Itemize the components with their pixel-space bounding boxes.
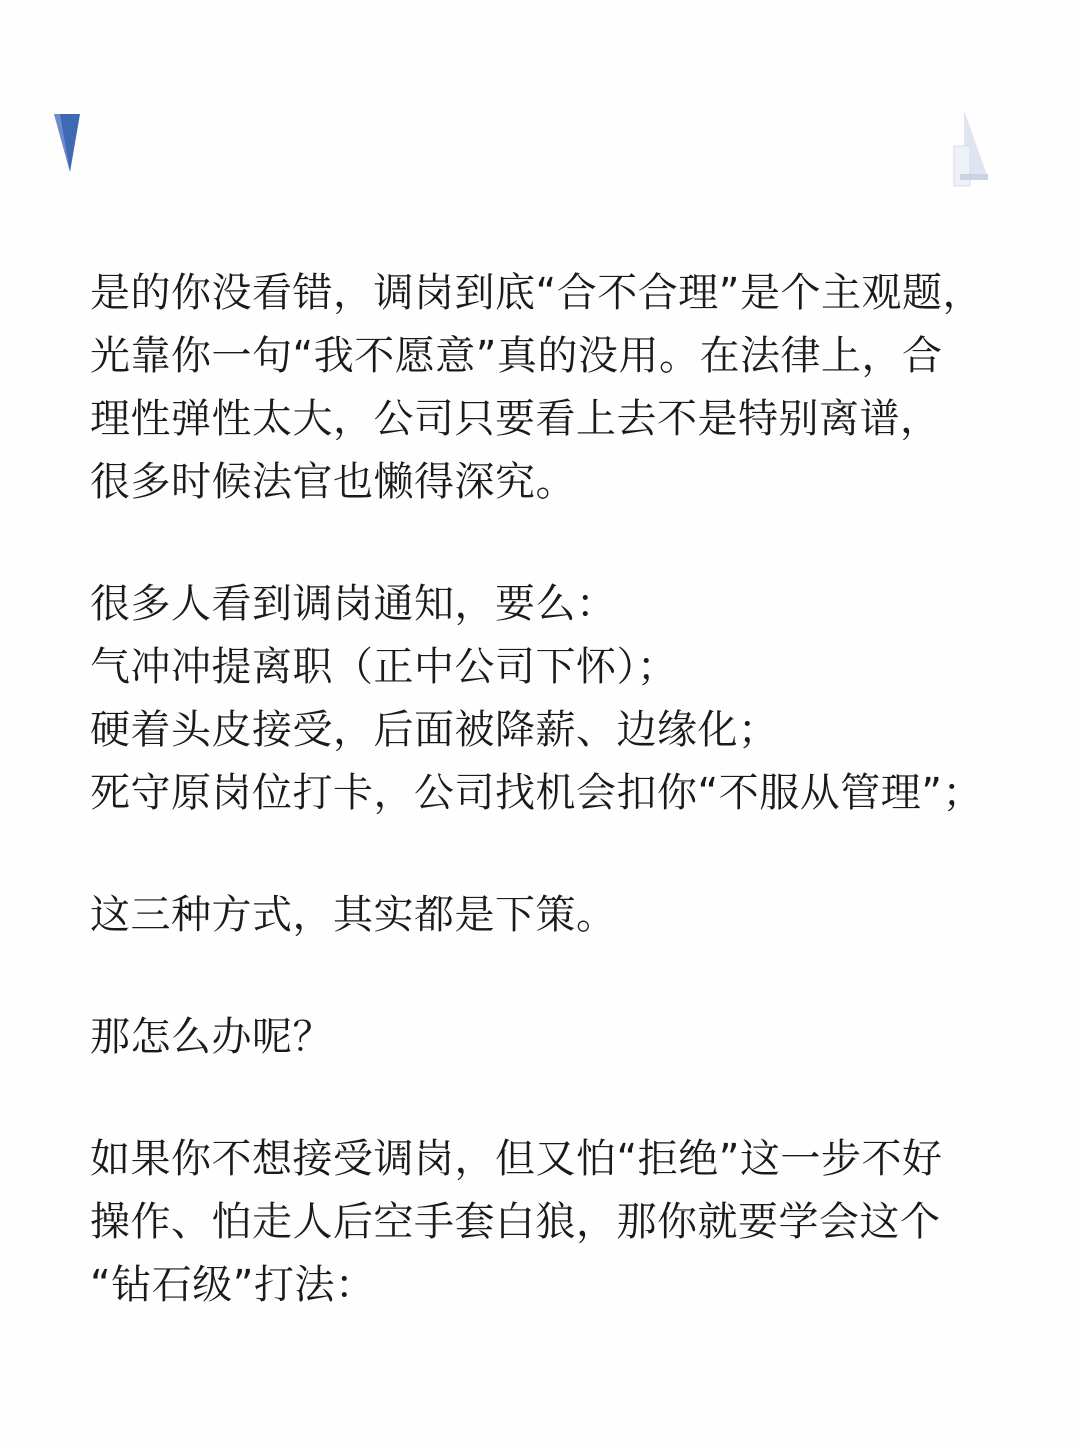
text-line: 那怎么办呢？ [90, 1014, 333, 1060]
text-line: 死守原岗位打卡，公司找机会扣你“不服从管理”； [90, 770, 983, 816]
text-line: 很多时候法官也懒得深究。 [90, 459, 576, 505]
paragraph-gap [90, 825, 1030, 884]
text-line: 很多人看到调岗通知，要么： [90, 581, 617, 627]
text-line: 操作、怕走人后空手套白狼，那你就要学会这个 [90, 1199, 941, 1245]
document-corner-icon [950, 108, 992, 190]
text-line: 是的你没看错，调岗到底“合不合理”是个主观题， [90, 270, 983, 316]
text-line: 理性弹性太大，公司只要看上去不是特别离谱， [90, 396, 941, 442]
text-line: 光靠你一句“我不愿意”真的没用。在法律上，合 [90, 333, 943, 379]
paragraph-gap [90, 1069, 1030, 1128]
paragraph-2 [90, 573, 1030, 825]
triangle-marker-icon [52, 112, 82, 176]
article-body [90, 262, 1030, 1317]
text-line: 如果你不想接受调岗，但又怕“拒绝”这一步不好 [90, 1136, 943, 1182]
text-line: 这三种方式，其实都是下策。 [90, 892, 617, 938]
paragraph-3 [90, 884, 1030, 947]
paragraph-1 [90, 262, 1030, 514]
text-line: 硬着头皮接受，后面被降薪、边缘化； [90, 707, 779, 753]
text-line: “钻石级”打法： [90, 1262, 376, 1308]
paragraph-5 [90, 1128, 1030, 1317]
paragraph-gap [90, 947, 1030, 1006]
paragraph-gap [90, 514, 1030, 573]
text-line: 气冲冲提离职（正中公司下怀）； [90, 644, 678, 690]
paragraph-4 [90, 1006, 1030, 1069]
